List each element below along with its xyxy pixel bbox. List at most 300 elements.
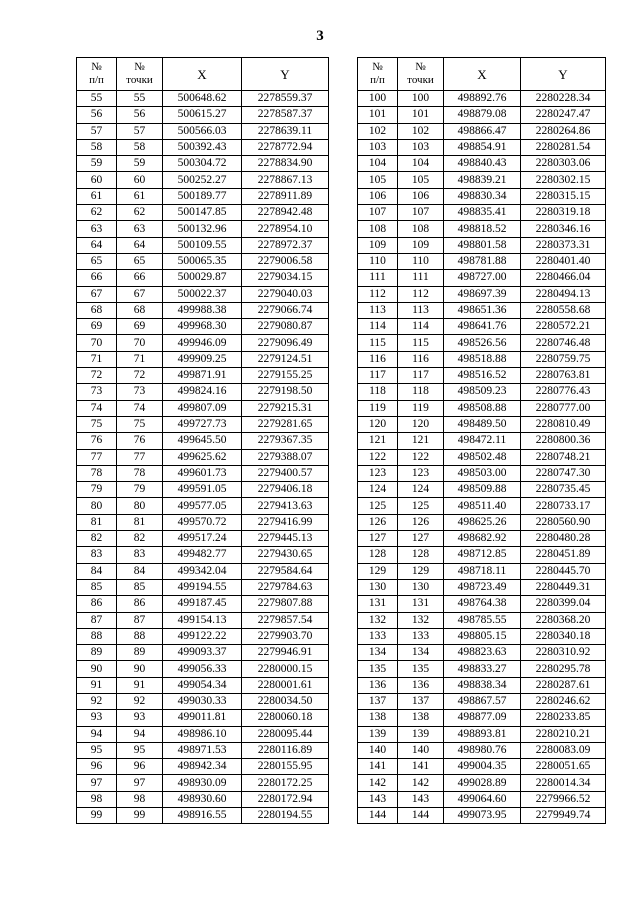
cell-point-number: 114 <box>398 319 444 335</box>
table-row <box>77 433 329 449</box>
cell-y: 2280494.13 <box>521 286 606 302</box>
cell-y: 2280051.65 <box>521 759 606 775</box>
cell-row-number: 86 <box>77 596 117 612</box>
cell-point-number: 119 <box>398 400 444 416</box>
cell-y: 2280466.04 <box>521 270 606 286</box>
cell-x: 498854.91 <box>444 139 521 155</box>
cell-y: 2280083.09 <box>521 742 606 758</box>
cell-y: 2279198.50 <box>242 384 329 400</box>
cell-point-number: 92 <box>117 693 163 709</box>
cell-y: 2280001.61 <box>242 677 329 693</box>
cell-row-number: 65 <box>77 253 117 269</box>
table-row <box>77 335 329 351</box>
cell-row-number: 80 <box>77 498 117 514</box>
cell-row-number: 114 <box>358 319 398 335</box>
table-row <box>358 465 606 481</box>
cell-point-number: 77 <box>117 449 163 465</box>
cell-y: 2279281.65 <box>242 416 329 432</box>
table-row <box>77 91 329 107</box>
cell-point-number: 113 <box>398 302 444 318</box>
cell-point-number: 97 <box>117 775 163 791</box>
cell-row-number: 138 <box>358 710 398 726</box>
cell-row-number: 63 <box>77 221 117 237</box>
cell-x: 499946.09 <box>163 335 242 351</box>
cell-y: 2280034.50 <box>242 693 329 709</box>
cell-row-number: 112 <box>358 286 398 302</box>
header-y: Y <box>242 58 329 91</box>
cell-point-number: 111 <box>398 270 444 286</box>
cell-y: 2280014.34 <box>521 775 606 791</box>
cell-x: 498839.21 <box>444 172 521 188</box>
table-row <box>358 449 606 465</box>
cell-x: 499093.37 <box>163 645 242 661</box>
cell-y: 2280295.78 <box>521 661 606 677</box>
header-y: Y <box>521 58 606 91</box>
cell-point-number: 88 <box>117 628 163 644</box>
cell-x: 499064.60 <box>444 791 521 807</box>
cell-y: 2278834.90 <box>242 156 329 172</box>
cell-x: 499056.33 <box>163 661 242 677</box>
table-row <box>77 286 329 302</box>
cell-x: 498867.57 <box>444 693 521 709</box>
cell-y: 2280777.00 <box>521 400 606 416</box>
cell-x: 499625.62 <box>163 449 242 465</box>
cell-y: 2279400.57 <box>242 465 329 481</box>
cell-point-number: 103 <box>398 139 444 155</box>
cell-x: 498641.76 <box>444 319 521 335</box>
cell-point-number: 87 <box>117 612 163 628</box>
cell-x: 498893.81 <box>444 726 521 742</box>
cell-point-number: 57 <box>117 123 163 139</box>
cell-x: 498838.34 <box>444 677 521 693</box>
cell-x: 499807.09 <box>163 400 242 416</box>
table-row <box>358 123 606 139</box>
cell-point-number: 136 <box>398 677 444 693</box>
cell-row-number: 143 <box>358 791 398 807</box>
cell-point-number: 106 <box>398 188 444 204</box>
cell-x: 499570.72 <box>163 514 242 530</box>
cell-row-number: 85 <box>77 579 117 595</box>
cell-x: 499054.34 <box>163 677 242 693</box>
cell-row-number: 72 <box>77 368 117 384</box>
cell-x: 498697.39 <box>444 286 521 302</box>
table-row <box>358 416 606 432</box>
table-row <box>358 514 606 530</box>
cell-row-number: 62 <box>77 205 117 221</box>
cell-point-number: 94 <box>117 726 163 742</box>
cell-x: 500615.27 <box>163 107 242 123</box>
cell-y: 2279413.63 <box>242 498 329 514</box>
table-row <box>77 759 329 775</box>
cell-y: 2280449.31 <box>521 579 606 595</box>
cell-y: 2280281.54 <box>521 139 606 155</box>
cell-point-number: 83 <box>117 547 163 563</box>
cell-row-number: 121 <box>358 433 398 449</box>
cell-y: 2280800.36 <box>521 433 606 449</box>
cell-y: 2280746.48 <box>521 335 606 351</box>
cell-point-number: 134 <box>398 645 444 661</box>
cell-point-number: 137 <box>398 693 444 709</box>
header-x: X <box>163 58 242 91</box>
cell-point-number: 110 <box>398 253 444 269</box>
cell-y: 2280116.89 <box>242 742 329 758</box>
table-row <box>358 156 606 172</box>
table-row <box>77 253 329 269</box>
cell-row-number: 61 <box>77 188 117 204</box>
cell-row-number: 137 <box>358 693 398 709</box>
cell-y: 2280155.95 <box>242 759 329 775</box>
header-row-number: № п/п <box>358 58 398 91</box>
table-row <box>77 400 329 416</box>
cell-point-number: 116 <box>398 351 444 367</box>
table-row <box>77 693 329 709</box>
cell-x: 499824.16 <box>163 384 242 400</box>
cell-x: 499577.05 <box>163 498 242 514</box>
cell-point-number: 144 <box>398 808 444 824</box>
cell-x: 500147.85 <box>163 205 242 221</box>
cell-row-number: 66 <box>77 270 117 286</box>
cell-x: 500109.55 <box>163 237 242 253</box>
table-row <box>77 612 329 628</box>
cell-row-number: 135 <box>358 661 398 677</box>
cell-x: 498818.52 <box>444 221 521 237</box>
cell-x: 499482.77 <box>163 547 242 563</box>
cell-point-number: 55 <box>117 91 163 107</box>
cell-x: 500566.03 <box>163 123 242 139</box>
cell-y: 2279807.88 <box>242 596 329 612</box>
cell-point-number: 139 <box>398 726 444 742</box>
cell-point-number: 104 <box>398 156 444 172</box>
cell-point-number: 81 <box>117 514 163 530</box>
table-row <box>77 726 329 742</box>
cell-x: 498718.11 <box>444 563 521 579</box>
cell-point-number: 79 <box>117 482 163 498</box>
cell-x: 500065.35 <box>163 253 242 269</box>
cell-x: 498723.49 <box>444 579 521 595</box>
table-row <box>358 286 606 302</box>
cell-x: 499004.35 <box>444 759 521 775</box>
cell-row-number: 82 <box>77 531 117 547</box>
cell-x: 498986.10 <box>163 726 242 742</box>
cell-row-number: 88 <box>77 628 117 644</box>
cell-y: 2280095.44 <box>242 726 329 742</box>
cell-point-number: 64 <box>117 237 163 253</box>
cell-x: 498840.43 <box>444 156 521 172</box>
cell-row-number: 120 <box>358 416 398 432</box>
cell-x: 498502.48 <box>444 449 521 465</box>
cell-row-number: 119 <box>358 400 398 416</box>
table-row <box>358 498 606 514</box>
table-row <box>358 645 606 661</box>
table-row <box>358 319 606 335</box>
cell-x: 500029.87 <box>163 270 242 286</box>
table-row <box>358 221 606 237</box>
table-row <box>77 661 329 677</box>
cell-row-number: 125 <box>358 498 398 514</box>
cell-point-number: 66 <box>117 270 163 286</box>
cell-y: 2280810.49 <box>521 416 606 432</box>
table-row <box>358 433 606 449</box>
cell-x: 498785.55 <box>444 612 521 628</box>
cell-y: 2279584.64 <box>242 563 329 579</box>
cell-y: 2278559.37 <box>242 91 329 107</box>
header-point-number: № точки <box>117 58 163 91</box>
table-row <box>358 661 606 677</box>
cell-point-number: 61 <box>117 188 163 204</box>
table-row <box>358 531 606 547</box>
cell-point-number: 131 <box>398 596 444 612</box>
cell-row-number: 83 <box>77 547 117 563</box>
cell-point-number: 62 <box>117 205 163 221</box>
cell-point-number: 115 <box>398 335 444 351</box>
table-row <box>77 416 329 432</box>
cell-row-number: 139 <box>358 726 398 742</box>
cell-row-number: 101 <box>358 107 398 123</box>
cell-point-number: 102 <box>398 123 444 139</box>
table-row <box>77 563 329 579</box>
cell-point-number: 133 <box>398 628 444 644</box>
cell-row-number: 70 <box>77 335 117 351</box>
cell-x: 499011.81 <box>163 710 242 726</box>
cell-y: 2278867.13 <box>242 172 329 188</box>
table-row <box>358 107 606 123</box>
table-row <box>358 302 606 318</box>
cell-point-number: 108 <box>398 221 444 237</box>
page-number: 3 <box>316 28 324 44</box>
table-row <box>77 677 329 693</box>
table-row <box>77 319 329 335</box>
cell-point-number: 96 <box>117 759 163 775</box>
table-row <box>358 237 606 253</box>
cell-x: 499517.24 <box>163 531 242 547</box>
cell-y: 2279006.58 <box>242 253 329 269</box>
cell-point-number: 58 <box>117 139 163 155</box>
cell-row-number: 98 <box>77 791 117 807</box>
cell-y: 2279430.65 <box>242 547 329 563</box>
table-row <box>358 579 606 595</box>
table-row <box>77 384 329 400</box>
cell-y: 2280194.55 <box>242 808 329 824</box>
table-row <box>77 579 329 595</box>
table-row <box>358 563 606 579</box>
cell-x: 498805.15 <box>444 628 521 644</box>
table-row <box>77 351 329 367</box>
cell-point-number: 75 <box>117 416 163 432</box>
cell-point-number: 127 <box>398 531 444 547</box>
cell-y: 2279857.54 <box>242 612 329 628</box>
cell-point-number: 95 <box>117 742 163 758</box>
cell-row-number: 102 <box>358 123 398 139</box>
cell-x: 498930.09 <box>163 775 242 791</box>
cell-row-number: 133 <box>358 628 398 644</box>
cell-y: 2279406.18 <box>242 482 329 498</box>
cell-point-number: 141 <box>398 759 444 775</box>
cell-row-number: 128 <box>358 547 398 563</box>
cell-y: 2280319.18 <box>521 205 606 221</box>
cell-row-number: 115 <box>358 335 398 351</box>
table-row <box>77 645 329 661</box>
cell-x: 498727.00 <box>444 270 521 286</box>
cell-point-number: 109 <box>398 237 444 253</box>
cell-y: 2280172.25 <box>242 775 329 791</box>
cell-x: 499727.73 <box>163 416 242 432</box>
table-row <box>358 139 606 155</box>
cell-x: 498518.88 <box>444 351 521 367</box>
cell-row-number: 99 <box>77 808 117 824</box>
cell-point-number: 60 <box>117 172 163 188</box>
cell-point-number: 135 <box>398 661 444 677</box>
cell-row-number: 130 <box>358 579 398 595</box>
cell-x: 499122.22 <box>163 628 242 644</box>
cell-row-number: 68 <box>77 302 117 318</box>
table-row <box>77 270 329 286</box>
cell-x: 498823.63 <box>444 645 521 661</box>
cell-row-number: 69 <box>77 319 117 335</box>
cell-x: 499194.55 <box>163 579 242 595</box>
cell-y: 2279784.63 <box>242 579 329 595</box>
cell-y: 2279096.49 <box>242 335 329 351</box>
cell-y: 2280346.16 <box>521 221 606 237</box>
cell-point-number: 69 <box>117 319 163 335</box>
cell-row-number: 55 <box>77 91 117 107</box>
cell-y: 2278911.89 <box>242 188 329 204</box>
header-x: X <box>444 58 521 91</box>
cell-row-number: 118 <box>358 384 398 400</box>
table-row <box>358 596 606 612</box>
cell-point-number: 143 <box>398 791 444 807</box>
table-row <box>77 465 329 481</box>
table-row <box>77 710 329 726</box>
cell-row-number: 95 <box>77 742 117 758</box>
table-row <box>77 628 329 644</box>
cell-x: 498625.26 <box>444 514 521 530</box>
cell-x: 498835.41 <box>444 205 521 221</box>
table-row <box>358 677 606 693</box>
cell-row-number: 132 <box>358 612 398 628</box>
cell-x: 498830.34 <box>444 188 521 204</box>
cell-row-number: 94 <box>77 726 117 742</box>
cell-point-number: 63 <box>117 221 163 237</box>
cell-x: 498503.00 <box>444 465 521 481</box>
cell-point-number: 130 <box>398 579 444 595</box>
cell-point-number: 84 <box>117 563 163 579</box>
cell-point-number: 68 <box>117 302 163 318</box>
table-row <box>358 547 606 563</box>
cell-y: 2280264.86 <box>521 123 606 139</box>
cell-y: 2279966.52 <box>521 791 606 807</box>
cell-row-number: 74 <box>77 400 117 416</box>
cell-point-number: 142 <box>398 775 444 791</box>
cell-y: 2279949.74 <box>521 808 606 824</box>
coordinates-table-left <box>76 57 329 824</box>
cell-x: 498980.76 <box>444 742 521 758</box>
cell-point-number: 138 <box>398 710 444 726</box>
cell-y: 2280763.81 <box>521 368 606 384</box>
cell-x: 499871.91 <box>163 368 242 384</box>
cell-row-number: 58 <box>77 139 117 155</box>
cell-row-number: 71 <box>77 351 117 367</box>
cell-x: 498508.88 <box>444 400 521 416</box>
cell-row-number: 144 <box>358 808 398 824</box>
cell-point-number: 80 <box>117 498 163 514</box>
table-row <box>358 791 606 807</box>
cell-row-number: 84 <box>77 563 117 579</box>
cell-x: 498892.76 <box>444 91 521 107</box>
cell-row-number: 100 <box>358 91 398 107</box>
table-row <box>77 531 329 547</box>
cell-row-number: 117 <box>358 368 398 384</box>
cell-y: 2280747.30 <box>521 465 606 481</box>
table-row <box>77 791 329 807</box>
cell-y: 2280000.15 <box>242 661 329 677</box>
cell-y: 2280733.17 <box>521 498 606 514</box>
table-row <box>358 612 606 628</box>
cell-y: 2280060.18 <box>242 710 329 726</box>
cell-row-number: 75 <box>77 416 117 432</box>
table-row <box>358 775 606 791</box>
header-point-number: № точки <box>398 58 444 91</box>
table-row <box>77 498 329 514</box>
cell-x: 499028.89 <box>444 775 521 791</box>
cell-point-number: 65 <box>117 253 163 269</box>
table-header-row <box>77 58 329 91</box>
cell-x: 500252.27 <box>163 172 242 188</box>
cell-point-number: 126 <box>398 514 444 530</box>
cell-y: 2279946.91 <box>242 645 329 661</box>
cell-point-number: 91 <box>117 677 163 693</box>
cell-y: 2280303.06 <box>521 156 606 172</box>
table-row <box>358 368 606 384</box>
cell-point-number: 100 <box>398 91 444 107</box>
cell-x: 498942.34 <box>163 759 242 775</box>
cell-row-number: 141 <box>358 759 398 775</box>
table-row <box>77 547 329 563</box>
cell-x: 498877.09 <box>444 710 521 726</box>
table-row <box>77 139 329 155</box>
cell-x: 498801.58 <box>444 237 521 253</box>
table-row <box>77 188 329 204</box>
cell-point-number: 112 <box>398 286 444 302</box>
table-row <box>77 205 329 221</box>
cell-row-number: 103 <box>358 139 398 155</box>
cell-y: 2279155.25 <box>242 368 329 384</box>
table-row <box>358 482 606 498</box>
table-row <box>358 742 606 758</box>
cell-x: 499591.05 <box>163 482 242 498</box>
cell-row-number: 107 <box>358 205 398 221</box>
coordinates-table-right <box>357 57 606 824</box>
table-row <box>358 710 606 726</box>
cell-y: 2280451.89 <box>521 547 606 563</box>
cell-y: 2279367.35 <box>242 433 329 449</box>
table-row <box>358 400 606 416</box>
table-row <box>77 742 329 758</box>
table-row <box>77 156 329 172</box>
table-row <box>358 91 606 107</box>
cell-row-number: 123 <box>358 465 398 481</box>
table-row <box>77 123 329 139</box>
cell-y: 2278772.94 <box>242 139 329 155</box>
cell-point-number: 101 <box>398 107 444 123</box>
cell-row-number: 93 <box>77 710 117 726</box>
cell-row-number: 81 <box>77 514 117 530</box>
table-row <box>77 596 329 612</box>
cell-row-number: 92 <box>77 693 117 709</box>
header-row-number: № п/п <box>77 58 117 91</box>
cell-row-number: 76 <box>77 433 117 449</box>
cell-y: 2280776.43 <box>521 384 606 400</box>
cell-x: 498781.88 <box>444 253 521 269</box>
